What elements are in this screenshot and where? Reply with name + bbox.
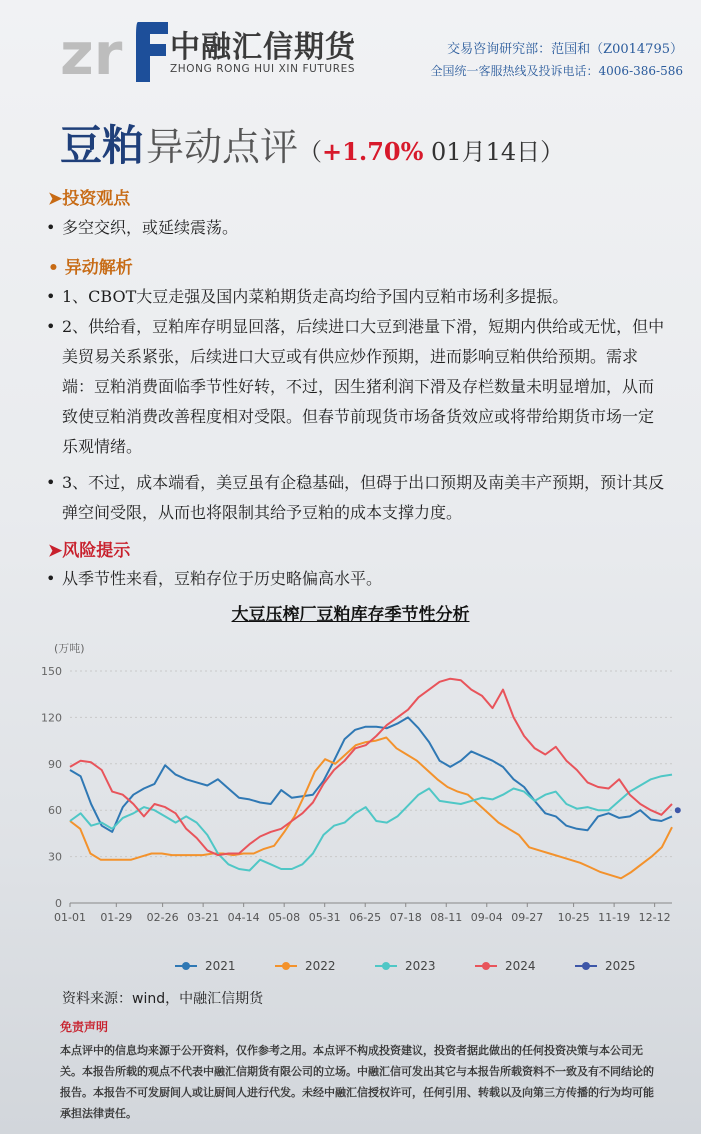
title-change: +1.70% [322, 137, 424, 166]
disclaimer-body: 本点评中的信息均来源于公开资料，仅作参考之用。本点评不构成投资建议，投资者据此做出的任何投资决策与本公司无关。本报告所载的观点不代表中融汇信期货有限公司的立场。中融汇信可发出其它与本报告所载资料不一致及有不同结论的报告。本报告不可发厨间人或让厨间人进行代发。未经中融汇信授权许可，任何引用、转载以及向第三方传播的行为均可能承担法律责任。 [60, 1044, 654, 1120]
company-name-en: ZHONG RONG HUI XIN FUTURES [170, 63, 356, 75]
legend-label-2024: 2024 [505, 959, 536, 973]
y-tick-label: 0 [55, 897, 62, 910]
y-tick-label: 30 [48, 850, 62, 864]
x-tick-label: 11-19 [598, 911, 631, 924]
analysis-item-text: 1、CBOT大豆走强及国内菜粕期货走高均给予国内豆粕市场利多提振。 [62, 287, 569, 306]
hotline-contact: 全国统一客服热线及投诉电话：4006-386-586 [430, 64, 683, 78]
report-header [0, 0, 701, 100]
y-tick-label: 120 [41, 711, 62, 725]
svg-text:zr: zr [60, 20, 123, 82]
analysis-item-text: 3、不过，成本端看，美豆虽有企稳基础，但碍于出口预期及南美丰产预期，预计其反弹空间受限，从而也将限制其给予豆粕的成本支撑力度。 [62, 473, 665, 522]
disclaimer-title: 免责声明 [60, 1020, 109, 1034]
bullet-dot: • [46, 287, 56, 306]
x-tick-label: 04-14 [227, 911, 260, 924]
x-tick-label: 12-12 [638, 911, 671, 924]
legend-label-2023: 2023 [405, 959, 436, 973]
page-title [60, 113, 564, 173]
bullet-dot: • [46, 317, 56, 336]
analyst-contact: 交易咨询研究部：范国和（Z0014795） [447, 42, 683, 57]
x-tick-label: 01-29 [100, 911, 133, 924]
section-head-view: ➤投资观点 [48, 189, 131, 209]
company-name-cn: 中融汇信期货 [170, 30, 356, 65]
risk-item-text: 从季节性来看，豆粕存位于历史略偏高水平。 [62, 569, 383, 588]
title-paren: （ [298, 138, 323, 166]
series-point-2025 [675, 807, 681, 813]
data-source: 资料来源：wind，中融汇信期货 [62, 991, 264, 1007]
x-tick-label: 06-25 [349, 911, 382, 924]
analysis-item [46, 468, 666, 528]
view-item-text: 多空交织，或延续震荡。 [62, 218, 239, 237]
company-logo-icon [60, 12, 170, 82]
chart-title: 大豆压榨厂豆粕库存季节性分析 [231, 605, 470, 625]
bullet-dot: • [46, 473, 56, 492]
x-tick-label: 05-08 [268, 911, 301, 924]
x-tick-label: 02-26 [146, 911, 179, 924]
inventory-seasonal-chart [0, 630, 701, 985]
x-tick-label: 03-21 [187, 911, 220, 924]
x-tick-label: 09-27 [511, 911, 544, 924]
x-tick-label: 07-18 [389, 911, 422, 924]
x-tick-label: 08-11 [430, 911, 463, 924]
legend-label-2022: 2022 [305, 959, 336, 973]
x-tick-label: 05-31 [308, 911, 341, 924]
x-tick-label: 09-04 [470, 911, 503, 924]
x-tick-label: 01-01 [54, 911, 86, 924]
legend-label-2021: 2021 [205, 959, 236, 973]
section-head-analysis: • 异动解析 [48, 258, 133, 278]
legend-marker-2025 [582, 962, 590, 970]
legend-marker-2021 [182, 962, 190, 970]
legend-marker-2023 [382, 962, 390, 970]
y-tick-label: 60 [48, 804, 62, 818]
title-commodity: 豆粕 [60, 121, 145, 170]
bullet-dot: • [46, 218, 56, 237]
analysis-item [46, 282, 666, 312]
legend-marker-2022 [282, 962, 290, 970]
title-date: 01月14日） [423, 138, 565, 166]
view-item [46, 213, 666, 243]
y-tick-label: 90 [48, 757, 62, 771]
analysis-item [46, 312, 666, 462]
legend-label-2025: 2025 [605, 959, 636, 973]
legend-marker-2024 [482, 962, 490, 970]
y-tick-label: 150 [41, 665, 62, 678]
risk-item [46, 564, 666, 594]
y-unit-label: (万吨) [54, 642, 85, 655]
analysis-item-text: 2、供给看，豆粕库存明显回落，后续进口大豆到港量下滑，短期内供给或无忧，但中美贸易关系紧张，后续进口大豆或有供应炒作预期，进而影响豆粕供给预期。需求端：豆粕消费面临季节性好转，不过，因生猪利润下滑及存栏数量未明显增加，从而致使豆粕消费改善程度相对受限。但春节前现货市场备货效应或将带给期货市场一定乐观情绪。 [62, 317, 665, 456]
x-tick-label: 10-25 [557, 911, 590, 924]
section-head-risk: ➤风险提示 [48, 541, 131, 561]
title-topic: 异动点评 [146, 125, 299, 169]
bullet-dot: • [46, 569, 56, 588]
